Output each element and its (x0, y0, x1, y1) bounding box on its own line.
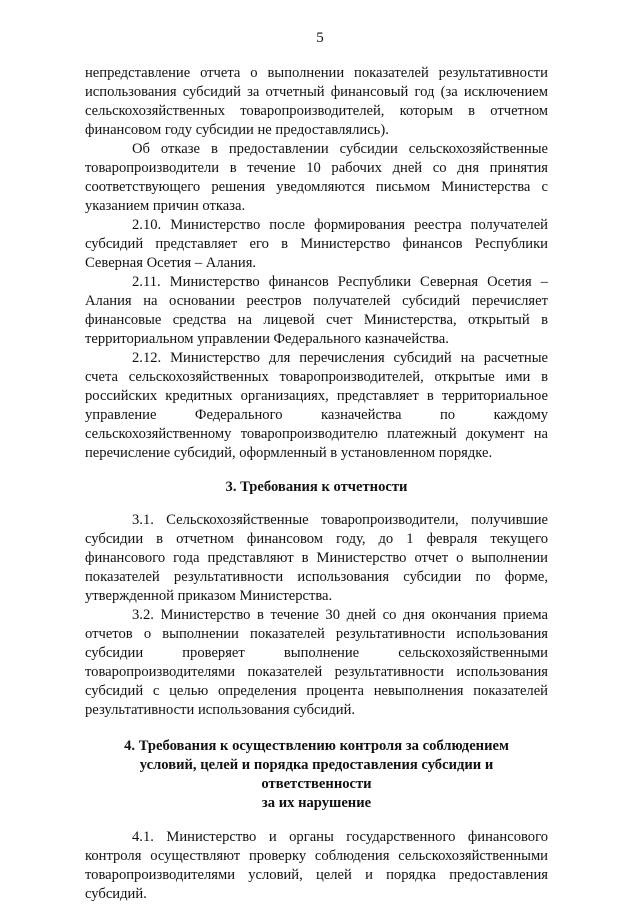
paragraph-3-2: 3.2. Министерство в течение 30 дней со дня окончания приема отчетов о выполнении показателей результативности использования субсидии проверяет выполнение сельскохозяйственными товаропроизводителями показателей результативности использования субсидий с целью определения процента невыполнения показателей результативности использования субсидий. (85, 607, 548, 718)
section-3-heading: 3. Требования к отчетности (225, 479, 408, 495)
section-4-heading-line-3: за их нарушение (261, 795, 372, 811)
paragraph-refusal: Об отказе в предоставлении субсидии сельскохозяйственные товаропроизводители в течение 10 рабочих дней со дня принятия соответствующего решения уведомляются письмом Министерства с указанием причин отказа. (85, 141, 548, 214)
section-4-heading-line-1: 4. Требования к осуществлению контроля за соблюдением (124, 738, 509, 754)
paragraph-continuation: непредставление отчета о выполнении показателей результативности использования субсидий за отчетный финансовый год (за исключением сельскохозяйственных товаропроизводителей, которым в отчетном финансовом году субсидии не предоставлялись). (85, 65, 548, 138)
page-number: 5 (316, 30, 324, 46)
paragraph-3-1: 3.1. Сельскохозяйственные товаропроизводители, получившие субсидии в отчетном финансовом году, до 1 февраля текущего финансового года представляют в Министерство отчет о выполнении показателей результативности использования субсидии по форме, утвержденной приказом Министерства. (85, 512, 548, 604)
section-4-heading-line-2: условий, целей и порядка предоставления субсидии и ответственности (139, 757, 494, 792)
document-body (85, 64, 548, 904)
paragraph-2-11: 2.11. Министерство финансов Республики Северная Осетия – Алания на основании реестров получателей субсидий перечисляет финансовые средства на лицевой счет Министерства, открытый в территориальном управлении Федерального казначейства. (85, 274, 548, 347)
paragraph-2-10: 2.10. Министерство после формирования реестра получателей субсидий представляет его в Министерство финансов Республики Северная Осетия – Алания. (85, 217, 548, 271)
section-4-heading (85, 737, 548, 813)
paragraph-4-1: 4.1. Министерство и органы государственного финансового контроля осуществляют проверку соблюдения сельскохозяйственными товаропроизводителями условий, целей и порядка предоставления субсидий. (85, 829, 548, 902)
paragraph-2-12: 2.12. Министерство для перечисления субсидий на расчетные счета сельскохозяйственных товаропроизводителей, открытые ими в российских кредитных организациях, представляет в территориальное управление Федерального казначейства по каждому сельскохозяйственному товаропроизводителю платежный документ на перечисление субсидий, оформленный в установленном порядке. (85, 350, 548, 461)
